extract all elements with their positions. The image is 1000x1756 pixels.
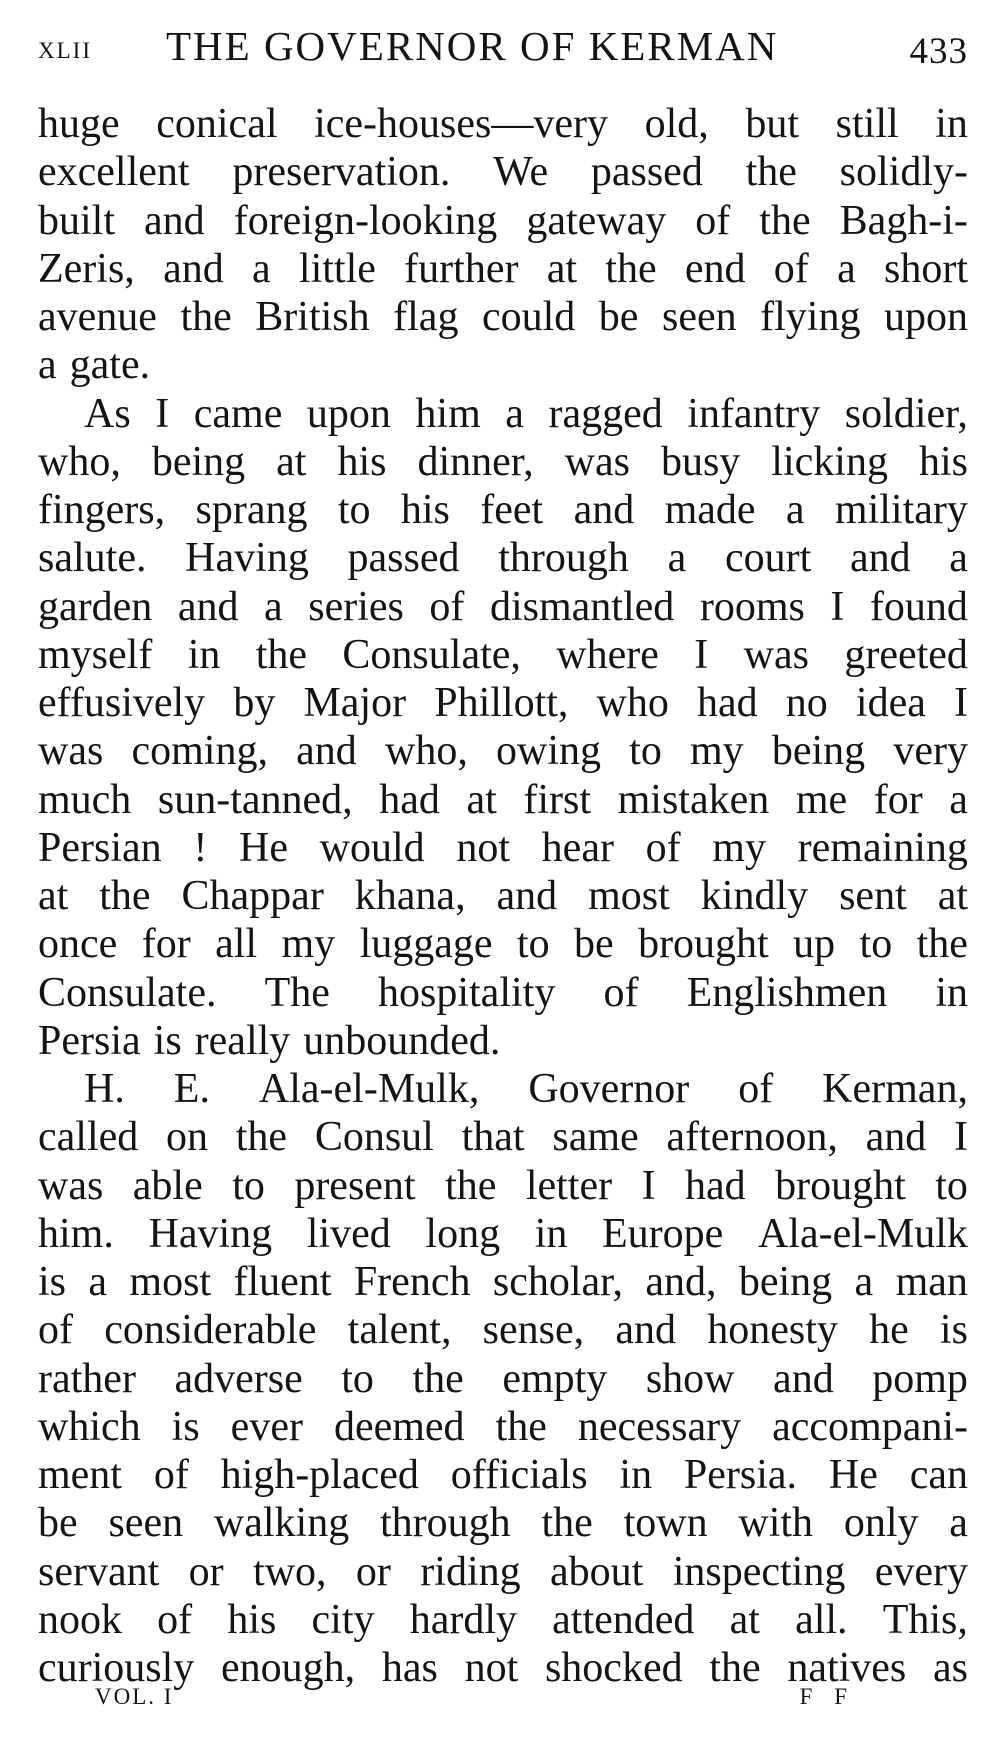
- text-line: huge conical ice-houses—very old, but still in: [38, 101, 968, 147]
- text-line: is a most fluent French scholar, and, being a man: [38, 1259, 968, 1305]
- text-line: once for all my luggage to be brought up to the: [38, 921, 968, 968]
- text-line: servant or two, or riding about inspecting every: [38, 1548, 968, 1595]
- text-line: Persia is really unbounded.: [38, 1017, 501, 1064]
- volume-label: VOL. I: [95, 1684, 174, 1709]
- text-line: much sun-tanned, had at first mistaken me for a: [38, 776, 968, 823]
- body-text: [38, 100, 968, 1692]
- text-line: Persian ! He would not hear of my remaining: [38, 824, 968, 871]
- text-line: at the Chappar khana, and most kindly sent at: [38, 873, 968, 919]
- text-line: nook of his city hardly attended at all. This,: [38, 1596, 968, 1643]
- running-title: THE GOVERNOR OF KERMAN: [166, 23, 779, 69]
- text-line: called on the Consul that same afternoon, and I: [38, 1114, 968, 1161]
- text-line: rather adverse to the empty show and pomp: [38, 1355, 968, 1402]
- text-line: be seen walking through the town with only a: [38, 1500, 968, 1547]
- text-line: which is ever deemed the necessary accompani-: [38, 1403, 968, 1450]
- text-line: ment of high-placed officials in Persia. He can: [38, 1452, 968, 1498]
- text-line: excellent preservation. We passed the solidly-: [38, 149, 968, 196]
- text-line: him. Having lived long in Europe Ala-el-Mulk: [38, 1210, 968, 1257]
- text-line: avenue the British flag could be seen flying upon: [38, 294, 968, 340]
- page-number: 433: [909, 31, 968, 72]
- text-line: effusively by Major Phillott, who had no idea I: [38, 680, 968, 726]
- running-head: [38, 22, 968, 82]
- text-line: salute. Having passed through a court and a: [38, 535, 968, 582]
- text-line: a gate.: [38, 342, 151, 389]
- text-line: Consulate. The hospitality of Englishmen in: [38, 969, 968, 1016]
- text-line: was coming, and who, owing to my being very: [38, 728, 968, 775]
- text-line: As I came upon him a ragged infantry soldier,: [84, 390, 968, 437]
- text-line: garden and a series of dismantled rooms I found: [38, 583, 968, 630]
- text-line: was able to present the letter I had brought to: [38, 1162, 968, 1209]
- text-line: of considerable talent, sense, and honesty he is: [38, 1307, 968, 1354]
- text-line: curiously enough, has not shocked the natives as: [38, 1645, 968, 1691]
- text-line: fingers, sprang to his feet and made a military: [38, 487, 968, 533]
- chapter-number: XLII: [38, 38, 92, 63]
- signature-mark: F F: [799, 1684, 855, 1709]
- text-line: Zeris, and a little further at the end of a short: [38, 245, 968, 292]
- text-line: who, being at his dinner, was busy licking his: [38, 438, 968, 485]
- text-line: H. E. Ala-el-Mulk, Governor of Kerman,: [84, 1066, 968, 1112]
- text-line: myself in the Consulate, where I was greeted: [38, 631, 968, 678]
- page-footer: [95, 1684, 855, 1724]
- text-line: built and foreign-looking gateway of the Bagh-i-: [38, 197, 968, 244]
